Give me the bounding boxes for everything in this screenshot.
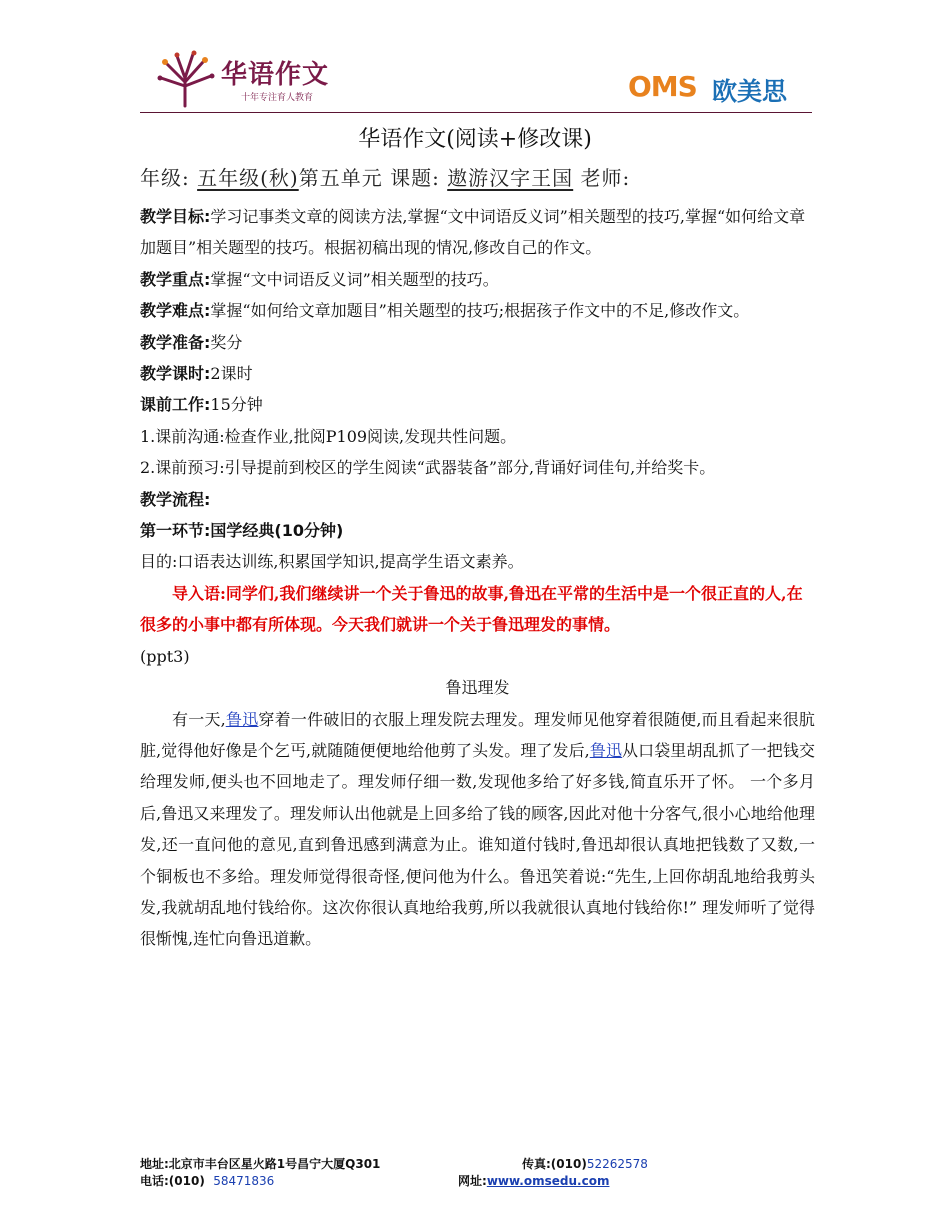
step1-goal: 目的:口语表达训练,积累国学知识,提高学生语文素养。 [140, 552, 524, 572]
story-part-3: 从口袋里胡乱抓了一把钱交给理发师,便头也不回地走了。理发师仔细一数,发现他多给了好多钱,简直乐开了怀。 一个多月后,鲁迅又来理发了。理发师认出他就是上回多给了钱的顾客,因此对他十分客气,很小心地给他理发,还一直问他的意见,直到鲁迅感到满意为止。谁知道付钱时,鲁迅却很认真地把钱数了又数,一个铜板也不多给。理发师觉得很奇怪,便问他为什么。鲁迅笑着说:“先生,上回你胡乱地给我剪头发,我就胡乱地付钱给你。这次你很认真地给我剪,所以我就很认真地付钱给你!” 理发师听了觉得很惭愧,连忙向鲁迅道歉。 [140, 740, 815, 949]
difficulty-text: 掌握“如何给文章加题目”相关题型的技巧;根据孩子作文中的不足,修改作文。 [210, 301, 750, 321]
document-title: 华语作文(阅读+修改课) [358, 127, 592, 152]
pre-item-2: 2.课前预习:引导提前到校区的学生阅读“武器装备”部分,背诵好词佳句,并给奖卡。 [140, 458, 716, 478]
fax-number: 52262578 [586, 1157, 648, 1171]
footer-fax [522, 1155, 648, 1172]
intro-text: 导入语:同学们,我们继续讲一个关于鲁迅的故事,鲁迅在平常的生活中是一个很正直的人,在很多的小事中都有所体现。今天我们就讲一个关于鲁迅理发的事情。 [140, 583, 803, 635]
tree-logo-icon [155, 50, 217, 108]
header-divider [140, 112, 812, 113]
web-label: 网址: [458, 1174, 487, 1188]
lesson-content [140, 201, 815, 955]
ppt-ref: (ppt3) [140, 646, 190, 666]
luxun-link-1[interactable]: 鲁迅 [225, 709, 259, 729]
difficulty-label: 教学难点: [140, 301, 211, 321]
hours-text: 2课时 [210, 364, 253, 384]
pre-work-text: 15分钟 [210, 395, 263, 415]
oms-logo [628, 72, 798, 104]
pre-work-paragraph [140, 389, 815, 420]
goal-text: 学习记事类文章的阅读方法,掌握“文中词语反义词”相关题型的技巧,掌握“如何给文章加题目”相关题型的技巧。根据初稿出现的情况,修改自己的作文。 [140, 207, 806, 258]
topic-value: 遨游汉字王国 [447, 166, 574, 190]
fax-label: 传真:(010) [522, 1157, 587, 1171]
story-title: 鲁迅理发 [445, 678, 510, 698]
story-body [140, 704, 815, 955]
focus-paragraph [140, 264, 815, 295]
focus-text: 掌握“文中词语反义词”相关题型的技巧。 [210, 269, 499, 289]
step1-title: 第一环节:国学经典(10分钟) [140, 521, 344, 541]
website-link[interactable]: www.omsedu.com [486, 1174, 610, 1188]
logo-title: 华语作文 [221, 60, 330, 90]
meta-line [140, 162, 630, 191]
footer-phone [140, 1172, 274, 1189]
prep-paragraph [140, 327, 815, 358]
story-part-2: 穿着一件破旧的衣服上理发院去理发。理发师见他穿着很随便,而且看起来很肮脏,觉得他好像是个乞丐,就随随便便地给他剪了头发。理了发后, [140, 709, 815, 760]
logo-subtitle: 十年专注育人教育 [241, 93, 314, 103]
phone-label: 电话:(010) [140, 1174, 205, 1188]
grade-label: 年级: [140, 166, 190, 190]
hours-paragraph [140, 358, 815, 389]
story-part-1: 有一天, [172, 709, 226, 729]
teacher-label: 老师: [580, 166, 631, 190]
topic-label: 课题: [390, 166, 440, 190]
pre-work-label: 课前工作: [140, 395, 211, 415]
prep-text: 奖分 [210, 332, 243, 352]
unit-label: 第五单元 [298, 166, 383, 190]
oms-chinese-mark: 欧美思 [712, 77, 788, 106]
pre-item-1: 1.课前沟通:检查作业,批阅P109阅读,发现共性问题。 [140, 426, 517, 446]
footer-address: 地址:北京市丰台区星火路1号昌宁大厦Q301 [140, 1157, 381, 1171]
flow-label: 教学流程: [140, 489, 211, 509]
hours-label: 教学课时: [140, 364, 211, 384]
goal-label: 教学目标: [140, 207, 211, 226]
phone-number: 58471836 [213, 1174, 275, 1188]
luxun-link-2[interactable]: 鲁迅 [589, 740, 623, 760]
focus-label: 教学重点: [140, 269, 211, 289]
oms-latin-mark: OMS [628, 70, 697, 103]
footer-website [458, 1172, 609, 1189]
goal-paragraph [140, 201, 815, 264]
prep-label: 教学准备: [140, 332, 211, 352]
huayu-logo [155, 50, 355, 108]
difficulty-paragraph [140, 295, 815, 326]
grade-value: 五年级(秋) [197, 166, 299, 190]
